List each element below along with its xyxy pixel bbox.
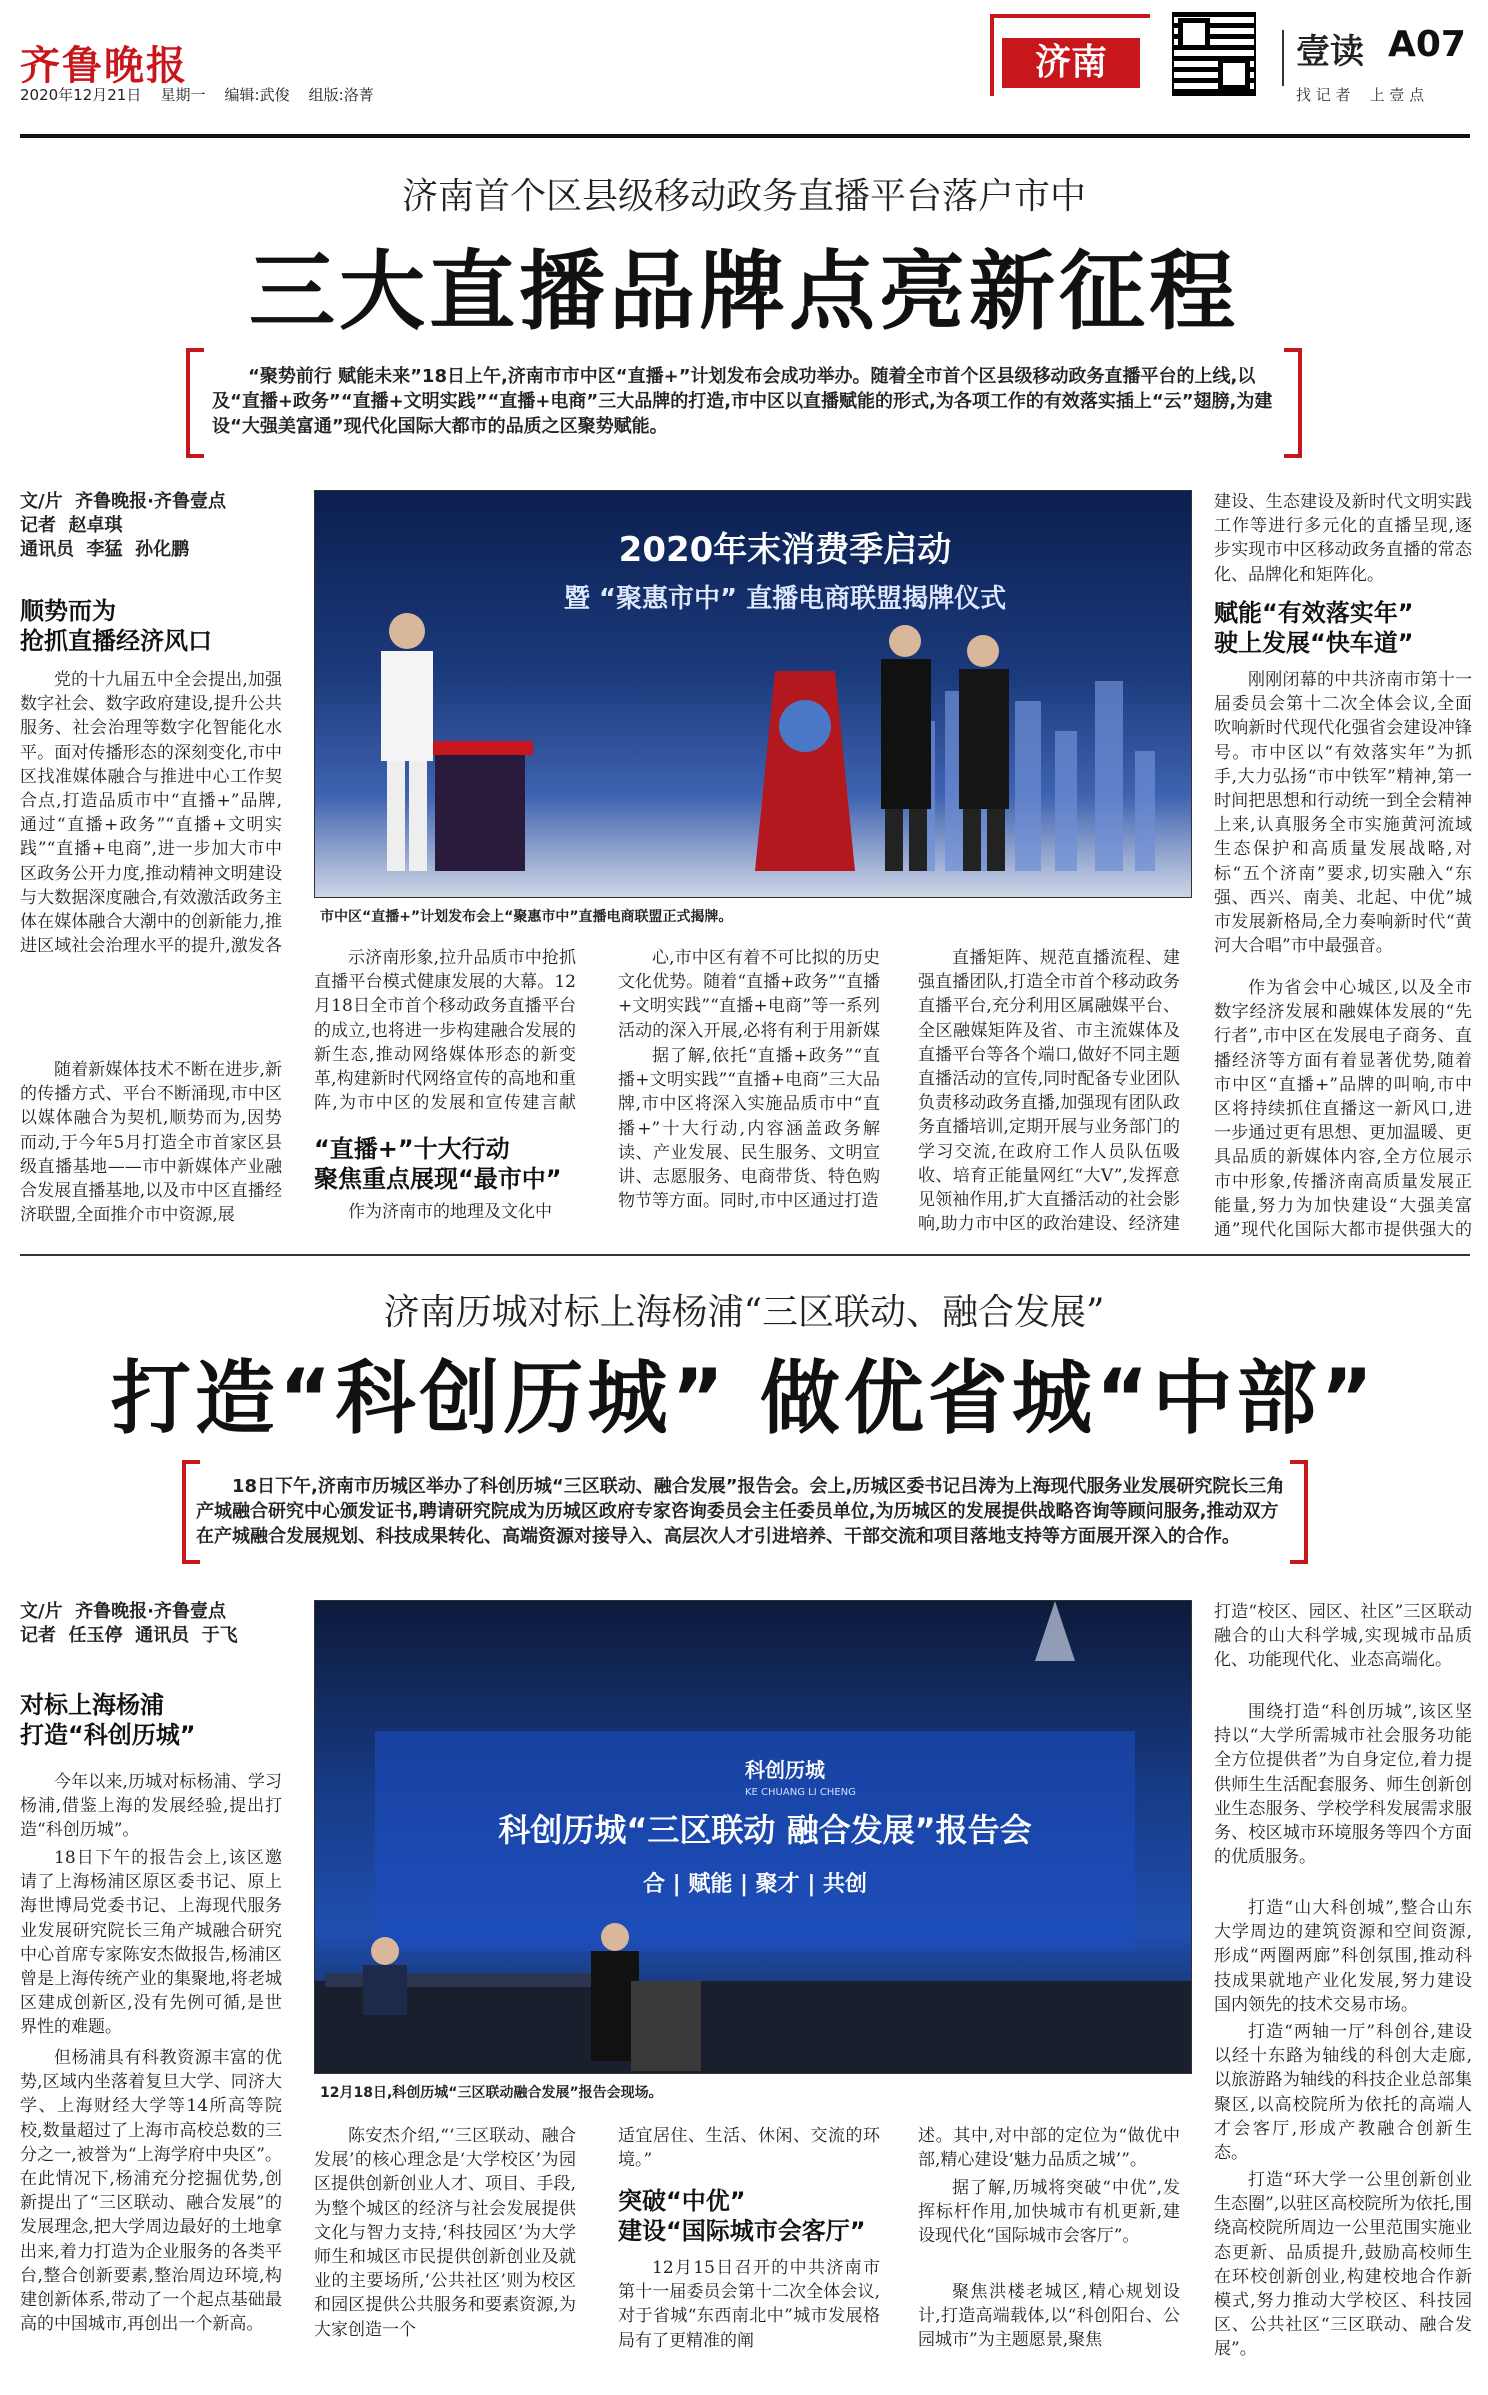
story1-byline: 文/片 齐鲁晚报·齐鲁壹点 记者 赵卓琪 通讯员 李猛 孙化鹏 bbox=[20, 491, 226, 560]
issue-weekday: 星期一 bbox=[160, 86, 206, 104]
reporter-line: 找 记 者 上 壹 点 bbox=[1296, 86, 1425, 104]
photo-event-tags: 合 | 赋能 | 聚才 | 共创 bbox=[642, 1872, 868, 1897]
launch-stage-illustration bbox=[315, 491, 1192, 898]
story1-col3b: 据了解,依托“直播+政务”“直播+文明实践”“直播+电商”三大品牌,市中区将深入实施品质市中“直播+”十大行动,内容涵盖政务解读、产业发展、民生服务、文明宣讲、志愿服务、电商带货、特色购物节等方面。同时,市中区通过打造 bbox=[618, 1046, 880, 1212]
story1-subhead3: 赋能“有效落实年” 驶上发展“快车道” bbox=[1214, 599, 1414, 657]
photo-brand-en: KE CHUANG LI CHENG bbox=[745, 1787, 856, 1798]
story-divider bbox=[20, 1254, 1470, 1256]
story1-col4: 直播矩阵、规范直播流程、建强直播团队,打造全市首个移动政务直播平台,充分利用区属融媒平台、全区融媒矩阵及省、市主流媒体及直播平台等各个端口,做好不同主题直播活动的宣传,同时配备专业团队负责移动政务直播,加强现有团队政务直播培训,定期开展与业务部门的学习交流,在政府工作人员队伍吸收、培育正能量网红“大V”,发挥意见领袖作用,扩大直播活动的社会影响,助力市中区的政治建设、经济建 bbox=[918, 948, 1180, 1235]
story2-col5: 打造“校区、园区、社区”三区联动融合的山大科学城,实现城市品质化、功能现代化、业态高端化。 bbox=[1214, 1602, 1472, 1671]
lead-bracket-left bbox=[186, 348, 204, 458]
story2-col1c: 但杨浦具有科教资源丰富的优势,区域内坐落着复旦大学、同济大学、上海财经大学等14所高等院校,数量超过了上海市高校总数的三分之一,被誉为“上海学府中央区”。在此情况下,杨浦充分挖掘优势,创新提出了“三区联动、融合发展”的发展理念,把大学周边最好的土地拿出来,着力打造为企业服务的各类平台,整合创新要素,整治周边环境,构建创新体系,带动了一个起点基础最高的中国城市,再创出一个新高。 bbox=[20, 2048, 282, 2335]
story2-col5e: 打造“环大学一公里创新创业生态圈”,以驻区高校院所为依托,围绕高校院所周边一公里范围实施业态更新、品质提升,鼓励高校师生在环校创新创业,构建校地合作新模式,努力推动大学校区、科技园区、公共社区“三区联动、融合发展”。 bbox=[1214, 2170, 1472, 2360]
story1-col5: 建设、生态建设及新时代文明实践工作等进行多元化的直播呈现,逐步实现市中区移动政务直播的常态化、品牌化和矩阵化。 bbox=[1214, 492, 1472, 585]
story2-col4: 述。其中,对中部的定位为“做优中部,精心建设‘魅力品质之城’”。 bbox=[918, 2126, 1180, 2171]
story1-subhead2: “直播+”十大行动 聚焦重点展现“最市中” bbox=[314, 1135, 562, 1193]
story1-lead: “聚势前行 赋能未来”18日上午,济南市市中区“直播+”计划发布会成功举办。随着全市首个区县级移动政务直播平台的上线,以及“直播+政务”“直播+文明实践”“直播+电商”三大品牌的打造,市中区以直播赋能的形式,为各项工作的有效落实插上“云”翅膀,为建设“大强美富通”现代化国际大都市的品质之区聚势赋能。 bbox=[212, 366, 1273, 437]
story2-byline: 文/片 齐鲁晚报·齐鲁壹点 记者 任玉停 通讯员 于飞 bbox=[20, 1601, 238, 1646]
story1-headline[interactable]: 三大直播品牌点亮新征程 bbox=[249, 242, 1239, 342]
story1-caption: 市中区“直播+”计划发布会上“聚惠市中”直播电商联盟正式揭牌。 bbox=[320, 909, 733, 925]
story1-col1b: 随着新媒体技术不断在进步,新的传播方式、平台不断涌现,市中区以媒体融合为契机,顺势而为,因势而动,于今年5月打造全市首家区县级直播基地——市中新媒体产业融合发展直播基地,以及市中区直播经济联盟,全面推介市中资源,展 bbox=[20, 1060, 282, 1226]
photo-brand: 科创历城 bbox=[745, 1758, 825, 1782]
story2-col5b: 围绕打造“科创历城”,该区坚持以“大学所需城市社会服务功能全方位提供者”为自身定位,着力提供师生生活配套服务、师生创新创业生态服务、学校学科发展需求服务、校区城市环境服务等四个方面的优质服务。 bbox=[1214, 1702, 1472, 1868]
page-label: 壹读 bbox=[1296, 32, 1364, 72]
story1-col2b: 作为济南市的地理及文化中 bbox=[348, 1202, 552, 1222]
story2-col4c: 聚焦洪楼老城区,精心规划设计,打造高端载体,以“科创阳台、公园城市”为主题愿景,聚焦 bbox=[918, 2282, 1180, 2351]
story2-col2: 陈安杰介绍,“‘三区联动、融合发展’的核心理念是‘大学校区’为园区提供创新创业人才、项目、手段,为整个城区的经济与社会发展提供文化与智力支持,‘科技园区’为大学师生和城区市民提供创新创业及就业的主要场所,‘公共社区’则为校区和园区提供公共服务和要素资源,为大家创造一个 bbox=[314, 2126, 576, 2340]
lead-bracket-right bbox=[1284, 348, 1302, 458]
story2-kicker: 济南历城对标上海杨浦“三区联动、融合发展” bbox=[383, 1292, 1105, 1333]
issue-date: 2020年12月21日 bbox=[20, 86, 142, 104]
section-tag: 济南 bbox=[1002, 38, 1140, 88]
story2-col5d: 打造“两轴一厅”科创谷,建设以经十东路为轴线的科创大走廊,以旅游路为轴线的科技企业总部集聚区,以高校院所为依托的高端人才会客厅,形成产教融合创新生态。 bbox=[1214, 2022, 1472, 2164]
lead2-bracket-right bbox=[1290, 1460, 1308, 1564]
story2-col3b: 12月15日召开的中共济南市第十一届委员会第十二次全体会议,对于省城“东西南北中”城市发展格局有了更精准的阐 bbox=[618, 2258, 880, 2351]
story1-col3: 心,市中区有着不可比拟的历史文化优势。随着“直播+政务”“直播+文明实践”“直播+电商”等一系列活动的深入开展,必将有利于用新媒 bbox=[618, 948, 880, 1041]
photo-event-title: 科创历城“三区联动 融合发展”报告会 bbox=[498, 1811, 1032, 1849]
story2-photo[interactable] bbox=[314, 1600, 1192, 2074]
newspaper-logo: 齐鲁晚报 bbox=[20, 42, 188, 89]
designer: 组版:洛菁 bbox=[308, 86, 374, 104]
story2-headline[interactable]: 打造“科创历城” 做优省城“中部” bbox=[110, 1352, 1378, 1445]
qr-code-icon[interactable] bbox=[1172, 12, 1256, 96]
conference-stage-illustration bbox=[315, 1601, 1192, 2074]
photo-banner-title: 2020年末消费季启动 bbox=[618, 530, 952, 570]
story1-col5c: 作为省会中心城区,以及全市数字经济发展和融媒体发展的“先行者”,市中区在发展电子商务、直播经济等方面有着显著优势,随着市中区“直播+”品牌的叫响,市中区将持续抓住直播这一新风口,进一步通过更有思想、更加温暖、更具品质的新媒体内容,全方位展示市中形象,传播济南高质量发展正能量,努力为加快建设“大强美富通”现代化国际大都市提供强大的 bbox=[1214, 978, 1472, 1238]
header-rule bbox=[20, 134, 1470, 138]
story1-photo[interactable] bbox=[314, 490, 1192, 898]
story2-col4b: 据了解,历城将突破“中优”,发挥标杆作用,加快城市有机更新,建设现代化“国际城市会客厅”。 bbox=[918, 2178, 1180, 2247]
story2-lead: 18日下午,济南市历城区举办了科创历城“三区联动、融合发展”报告会。会上,历城区委书记吕涛为上海现代服务业发展研究院长三角产城融合研究中心颁发证书,聘请研究院成为历城区政府专家咨询委员会主任委员单位,为历城区的发展提供战略咨询等顾问服务,推动双方在产城融合发展规划、科技成果转化、高端资源对接导入、高层次人才引进培养、干部交流和项目落地支持等方面展开深入的合作。 bbox=[196, 1476, 1285, 1547]
story1-col5b: 刚刚闭幕的中共济南市第十一届委员会第十二次全体会议,全面吹响新时代现代化强省会建设冲锋号。市中区以“有效落实年”为抓手,大力弘扬“市中铁军”精神,第一时间把思想和行动统一到全会精神上来,认真服务全市实施黄河流域生态保护和高质量发展战略,对标“五个济南”要求,切实融入“东强、西兴、南美、北起、中优”城市发展新格局,全力奏响新时代“黄河大合唱”市中最强音。 bbox=[1214, 670, 1472, 957]
dateline bbox=[20, 84, 374, 105]
editor: 编辑:武俊 bbox=[224, 86, 290, 104]
story1-col1: 党的十九届五中全会提出,加强数字社会、数字政府建设,提升公共服务、社会治理等数字化智能化水平。面对传播形态的深刻变化,市中区找准媒体融合与推进中心工作契合点,打造品质市中“直播+”品牌,通过“直播+政务”“直播+文明实践”“直播+电商”,进一步加大市中区政务公开力度,推动精神文明建设与大数据深度融合,有效激活政务主体在媒体融合大潮中的创新能力,推进区域社会治理水平的提升,激发各 bbox=[20, 670, 282, 957]
story2-caption: 12月18日,科创历城“三区联动融合发展”报告会现场。 bbox=[320, 2085, 663, 2101]
story2-col3: 适宜居住、生活、休闲、交流的环境。” bbox=[618, 2126, 880, 2171]
header-divider bbox=[1282, 30, 1284, 86]
story2-col5c: 打造“山大科创城”,整合山东大学周边的建筑资源和空间资源,形成“两圈两廊”科创氛围,推动科技成果就地产业化发展,努力建设国内领先的技术交易市场。 bbox=[1214, 1898, 1472, 2015]
story2-col1b: 18日下午的报告会上,该区邀请了上海杨浦区原区委书记、原上海世博局党委书记、上海现代服务业发展研究院长三角产城融合研究中心首席专家陈安杰做报告,杨浦区曾是上海传统产业的集聚地,将老城区建成创新区,没有先例可循,是世界性的难题。 bbox=[20, 1848, 282, 2038]
story1-kicker: 济南首个区县级移动政务直播平台落户市中 bbox=[401, 176, 1086, 217]
page-number: A07 bbox=[1388, 24, 1466, 65]
story1-col2: 示济南形象,拉升品质市中抢抓直播平台模式健康发展的大幕。12月18日全市首个移动政务直播平台的成立,也将进一步构建融合发展的新生态,推动网络媒体形态的新变革,构建新时代网络宣传的高地和重阵,为市中区的发展和宣传建言献 bbox=[314, 948, 576, 1114]
story2-subhead1: 对标上海杨浦 打造“科创历城” bbox=[20, 1691, 196, 1749]
story1-subhead1: 顺势而为 抢抓直播经济风口 bbox=[20, 597, 212, 655]
story2-subhead2: 突破“中优” 建设“国际城市会客厅” bbox=[618, 2187, 866, 2245]
story2-col1: 今年以来,历城对标杨浦、学习杨浦,借鉴上海的发展经验,提出打造“科创历城”。 bbox=[20, 1772, 282, 1841]
photo-banner-subtitle: 暨 “聚惠市中” 直播电商联盟揭牌仪式 bbox=[563, 584, 1007, 614]
